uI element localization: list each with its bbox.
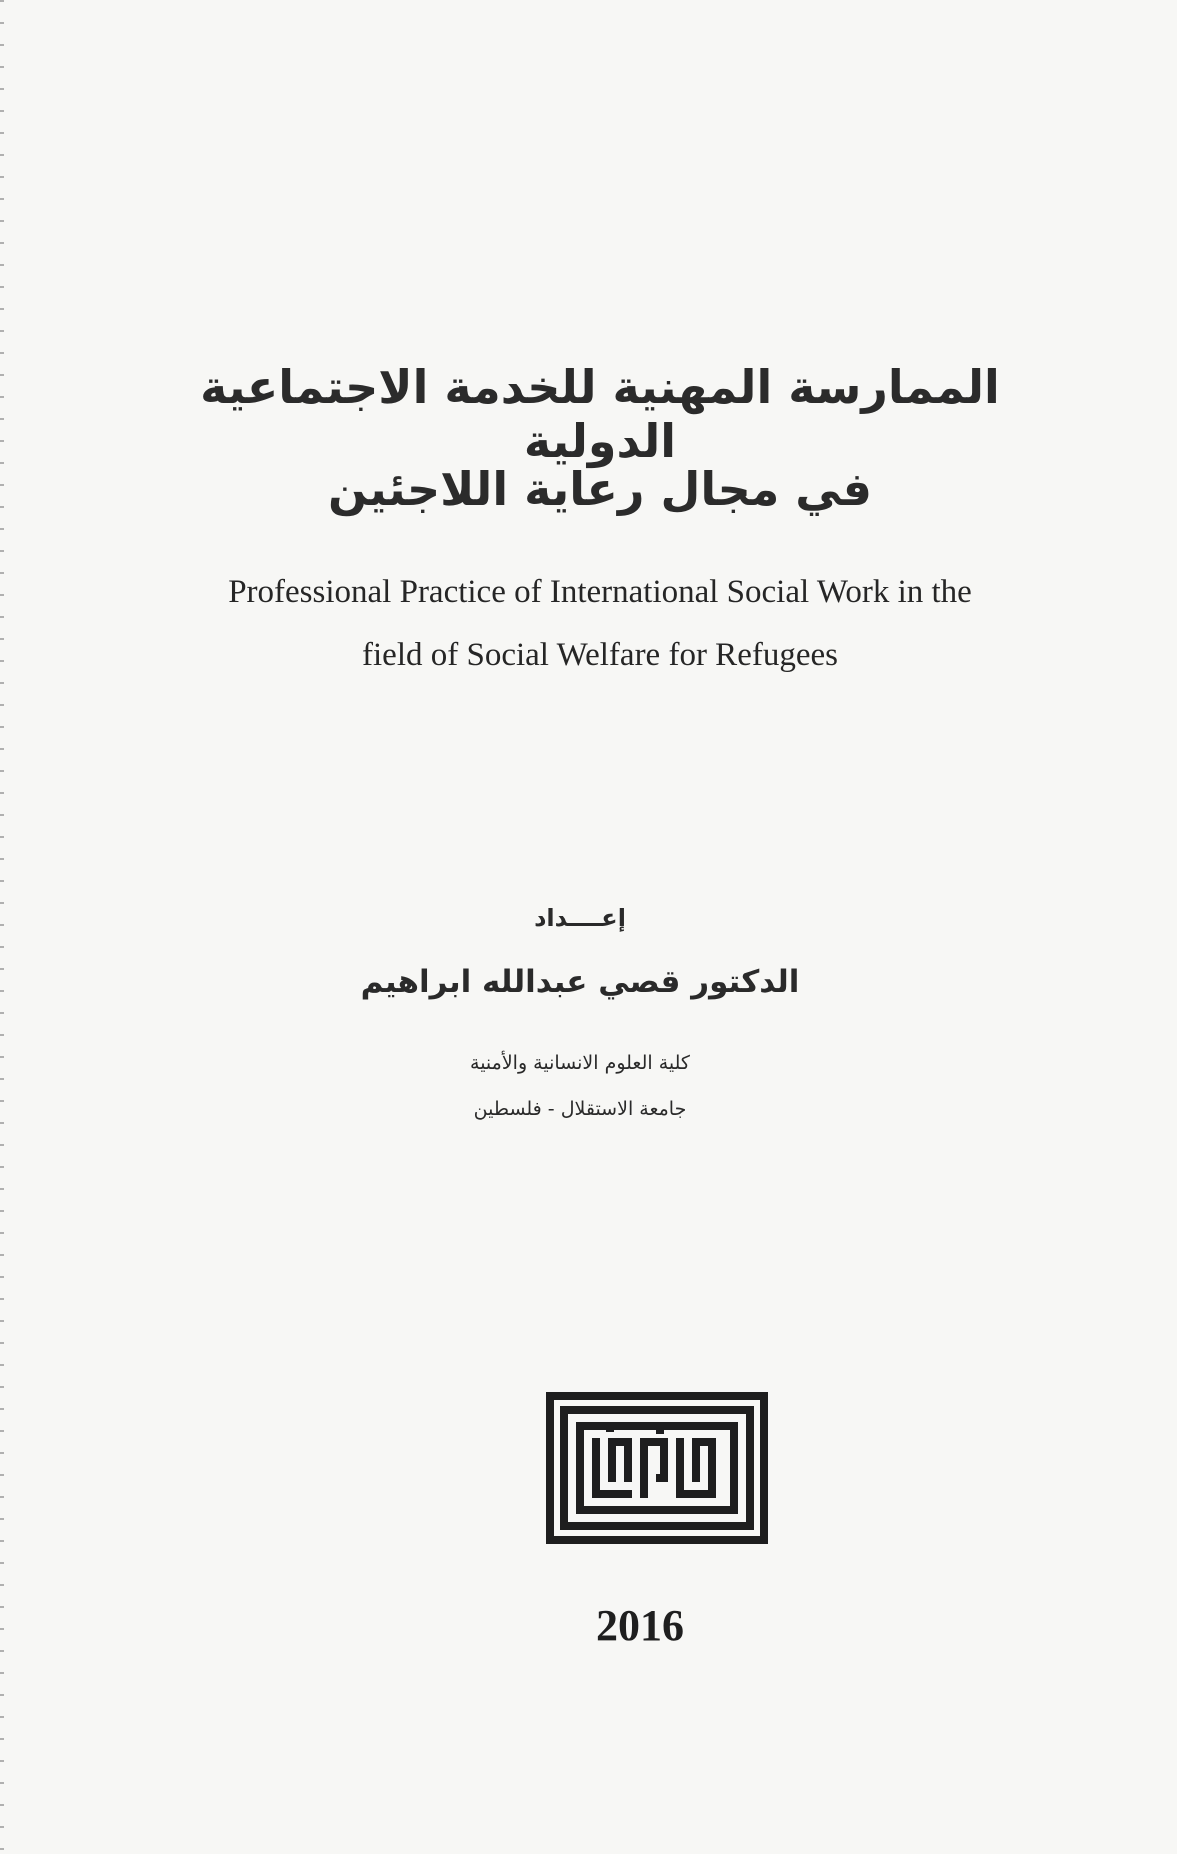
arabic-title-line-1: الممارسة المهنية للخدمة الاجتماعية الدولية [200, 360, 1000, 468]
faculty-name: كلية العلوم الانسانية والأمنية [470, 1052, 690, 1074]
university-name: جامعة الاستقلال - فلسطين [473, 1098, 687, 1120]
arabic-title-line-2: في مجال رعاية اللاجئين [328, 462, 872, 516]
author-name: الدكتور قصي عبدالله ابراهيم [360, 964, 800, 1000]
page-edge-marks [0, 0, 4, 1854]
kufic-square-logo-icon [546, 1392, 768, 1544]
english-title-line-1: Professional Practice of International Social Work in the [228, 574, 972, 610]
english-title-line-2: field of Social Welfare for Refugees [362, 637, 838, 673]
prepared-by-label: إعــــداد [534, 904, 626, 932]
publication-year: 2016 [596, 1601, 684, 1650]
